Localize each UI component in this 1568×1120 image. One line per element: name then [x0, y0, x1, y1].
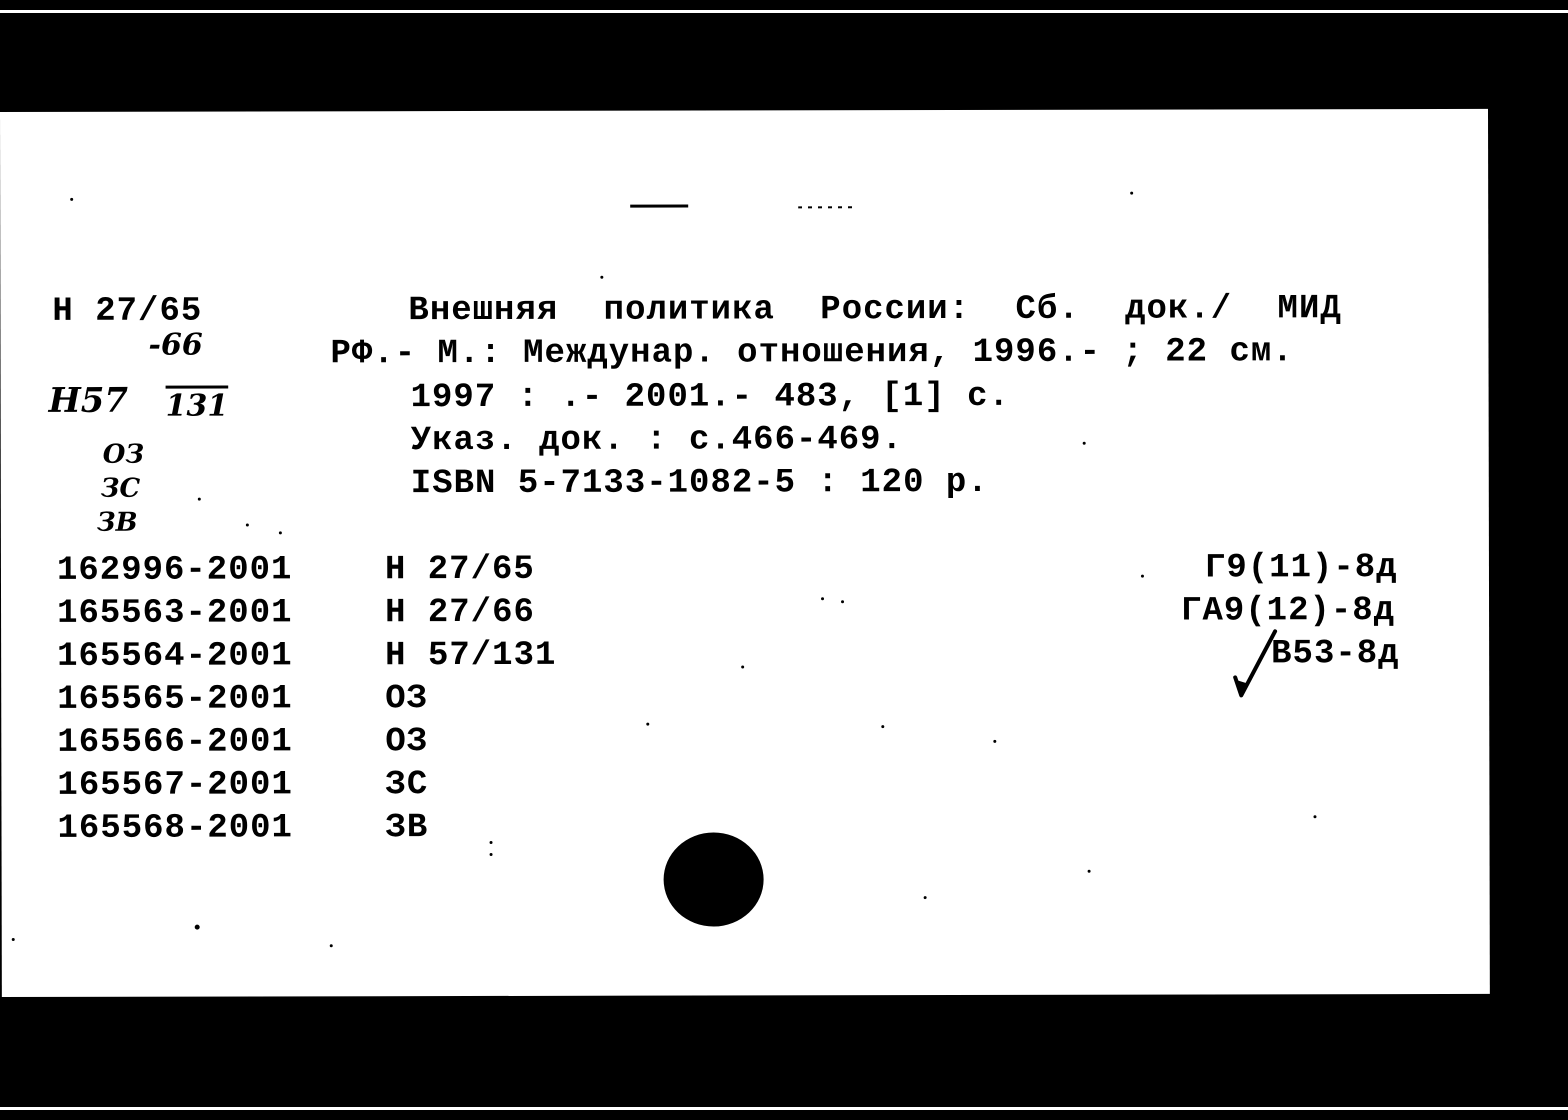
- scan-speck: [1313, 815, 1316, 818]
- scan-speck: [1130, 192, 1133, 195]
- inventory-number: 165566-2001: [57, 723, 293, 762]
- shelfmark-line1: Н 27/65: [52, 292, 203, 331]
- handwritten-shelf-number: 131: [165, 388, 229, 424]
- scan-speck: [12, 938, 15, 941]
- scan-speck: [741, 665, 744, 668]
- scan-speck: [330, 944, 333, 947]
- scan-speck: [1141, 575, 1144, 578]
- inventory-location: Н 27/65: [384, 550, 535, 590]
- inventory-location: ЗВ: [385, 809, 429, 848]
- description-line-5: ISBN 5-7133-1082-5 : 120 р.: [410, 463, 989, 504]
- description-line-1: Внешняя политика России: Сб. док./ МИД: [408, 290, 1342, 331]
- scan-top-line: [0, 10, 1568, 13]
- scan-speck: [1088, 870, 1091, 873]
- handwritten-code-2: ЗС: [100, 473, 141, 504]
- inventory-number: 165565-2001: [57, 680, 293, 719]
- scan-bottom-line: [0, 1107, 1568, 1110]
- description-line-2: РФ.- М.: Междунар. отношения, 1996.- ; 22 см.: [330, 333, 1294, 374]
- handwritten-code-1: ОЗ: [102, 439, 145, 470]
- shelfmark-line2-handwritten: -66: [148, 327, 203, 363]
- scan-speck: [821, 597, 824, 600]
- top-dash-mark: [630, 205, 688, 208]
- scan-speck: [490, 841, 493, 844]
- catalog-card: [0, 109, 1490, 997]
- classification-code-3: В53-8д: [1271, 635, 1400, 674]
- scan-speck: [841, 600, 844, 603]
- scan-speck: [198, 498, 201, 501]
- classification-code-1: Г9(11)-8д: [1204, 549, 1398, 588]
- inventory-number: 165563-2001: [57, 594, 293, 633]
- scan-speck: [490, 853, 493, 856]
- punch-hole: [664, 832, 764, 926]
- inventory-location: Н 27/66: [385, 593, 535, 633]
- checkmark-icon: [1229, 627, 1279, 699]
- handwritten-code-3: ЗВ: [96, 507, 138, 538]
- scan-speck: [924, 896, 927, 899]
- scan-speck: [1083, 442, 1086, 445]
- inventory-location: ЗС: [385, 766, 429, 805]
- inventory-location: Н 57/131: [385, 636, 557, 676]
- top-dotted-mark: [798, 206, 856, 208]
- inventory-number: 165564-2001: [57, 637, 293, 676]
- inventory-number: 162996-2001: [56, 551, 293, 590]
- scan-speck: [600, 276, 603, 279]
- inventory-location: ОЗ: [385, 723, 429, 762]
- scan-speck: [881, 725, 884, 728]
- scan-speck: [646, 723, 649, 726]
- inventory-location: ОЗ: [385, 680, 429, 719]
- scan-speck: [993, 740, 996, 743]
- inventory-number: 165568-2001: [57, 809, 293, 848]
- classification-code-2: ГА9(12)-8д: [1181, 592, 1396, 631]
- scan-speck: [279, 531, 282, 534]
- description-line-3: 1997 : .- 2001.- 483, [1] с.: [410, 377, 1010, 418]
- scan-speck: [195, 925, 200, 930]
- handwritten-shelf: Н57: [48, 380, 129, 421]
- scan-speck: [70, 198, 73, 201]
- inventory-number: 165567-2001: [57, 766, 293, 805]
- description-line-4: Указ. док. : с.466-469.: [410, 421, 904, 461]
- scan-speck: [246, 523, 249, 526]
